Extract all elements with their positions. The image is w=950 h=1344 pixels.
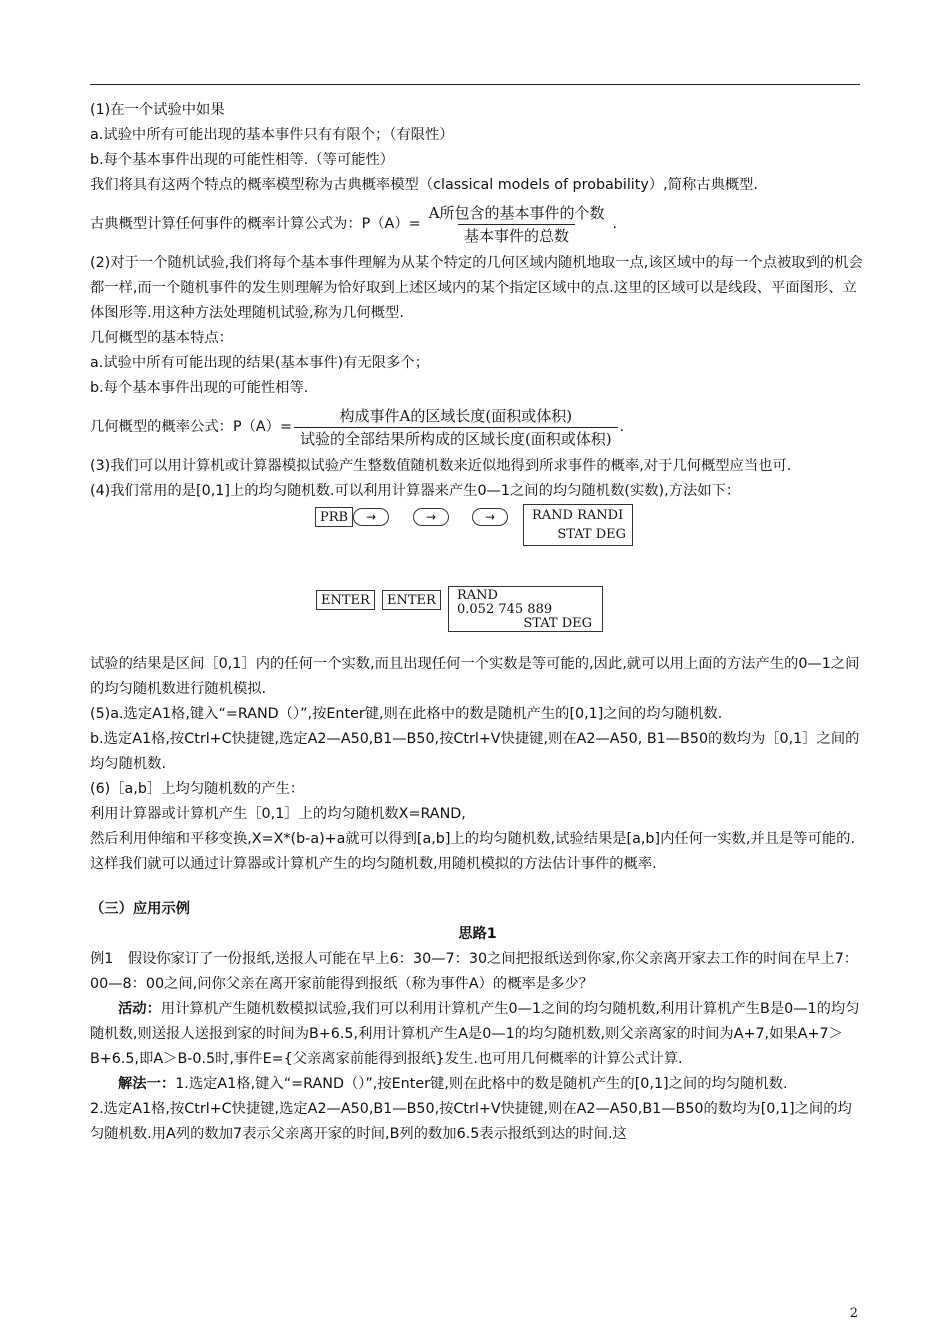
arrow-right-icon: →	[413, 508, 449, 526]
s4-text: (4)我们常用的是[0,1]上的均匀随机数.可以利用计算器来产生0—1之间的均匀随机数(实数),方法如下：	[90, 483, 741, 499]
prb-key: PRB	[315, 507, 353, 527]
enter-key: ENTER	[316, 590, 375, 610]
applications-heading: （三）应用示例	[90, 901, 191, 917]
s6-line2: 然后利用伸缩和平移变换,X=X*(b-a)+a就可以得到[a,b]上的均匀随机数,试验结果是[a,b]内任何一实数,并且是等可能的.	[90, 831, 856, 847]
fraction	[423, 202, 611, 247]
s2-point-b: b.每个基本事件出现的可能性相等.	[90, 380, 309, 396]
example-1: 例1 假设你家订了一份报纸,送报人可能在早上6：30—7：30之间把报纸送到你家,你父亲离开家去工作的时间在早上7：00—8：00之间,问你父亲在离开家前能得到报纸（称为事件A）的概率是多少？	[90, 951, 859, 992]
activity-paragraph	[90, 997, 865, 1072]
s1-definition: 我们将具有这两个特点的概率模型称为古典概率模型（classical models of probability）,简称古典概型.	[90, 177, 759, 193]
screen-line: RAND	[457, 588, 498, 603]
s1-intro: (1)在一个试验中如果	[90, 102, 225, 118]
solution-step-2: 2.选定A1格,按Ctrl+C快捷键,选定A2—A50,B1—B50,按Ctrl+V快捷键,则在A2—A50,B1—B50的数均为[0,1]之间的均匀随机数.用A列的数加7表示父亲离开家的时间,B列的数加6.5表示报纸到达的时间.这	[90, 1101, 852, 1142]
s6-line3: 这样我们就可以通过计算器或计算机产生的均匀随机数,用随机模拟的方法估计事件的概率.	[90, 856, 657, 872]
screen-line: 0.052 745 889	[457, 602, 553, 617]
screen-line: STAT DEG	[523, 616, 592, 631]
fraction-numerator: 构成事件A的区域长度(面积或体积)	[339, 407, 573, 425]
header-rule	[90, 84, 860, 85]
s1-point-b: b.每个基本事件出现的可能性相等.（等可能性）	[90, 152, 395, 168]
s2-point-a: a.试验中所有可能出现的结果(基本事件)有无限多个；	[90, 355, 429, 371]
formula-prefix: 古典概型计算任何事件的概率计算公式为：P（A）=	[90, 216, 421, 232]
screen-line: STAT DEG	[557, 527, 626, 542]
page-number: 2	[849, 1306, 858, 1321]
enter-key: ENTER	[382, 590, 441, 610]
s6-title: (6)［a,b］上均匀随机数的产生：	[90, 781, 305, 797]
arrow-right-icon: →	[472, 508, 508, 526]
fraction-denominator: 基本事件的总数	[458, 224, 575, 247]
s4-after: 试验的结果是区间［0,1］内的任何一个实数,而且出现任何一个实数是等可能的,因此,就可以用上面的方法产生的0—1之间的均匀随机数进行随机模拟.	[90, 656, 860, 697]
solution-paragraph	[90, 1072, 865, 1097]
s6-line1: 利用计算器或计算机产生［0,1］上的均匀随机数X=RAND,	[90, 806, 466, 822]
formula-suffix: .	[612, 216, 618, 232]
solution-step-1: 1.选定A1格,键入“=RAND（）”,按Enter键,则在此格中的数是随机产生的[0,1]之间的均匀随机数.	[175, 1076, 788, 1092]
calculator-screen-1	[523, 504, 633, 546]
formula-suffix: .	[619, 419, 625, 435]
s5-b: b.选定A1格,按Ctrl+C快捷键,选定A2—A50,B1—B50,按Ctrl+V快捷键,则在A2—A50, B1—B50的数均为［0,1］之间的均匀随机数.	[90, 731, 860, 772]
s2-text: (2)对于一个随机试验,我们将每个基本事件理解为从某个特定的几何区域内随机地取一点,该区域中的每一个点被取到的机会都一样,而一个随机事件的发生则理解为恰好取到上述区域内的某个指定区域中的点.这里的区域可以是线段、平面图形、立体图形等.用这种方法处理随机试验,称为几何概型.	[90, 255, 863, 321]
fraction-denominator: 试验的全部结果所构成的区域长度(面积或体积)	[294, 427, 618, 450]
solution-label: 解法一：	[118, 1076, 176, 1092]
approach-heading: 思路1	[458, 926, 497, 942]
page-body	[90, 98, 865, 1147]
calculator-diagram	[90, 504, 865, 652]
s1-point-a: a.试验中所有可能出现的基本事件只有有限个；（有限性）	[90, 127, 454, 143]
s2-features-title: 几何概型的基本特点：	[90, 330, 233, 346]
activity-label: 活动：	[118, 1001, 161, 1017]
classical-formula	[90, 202, 865, 247]
s3-text: (3)我们可以用计算机或计算器模拟试验产生整数值随机数来近似地得到所求事件的概率,对于几何概型应当也可.	[90, 458, 792, 474]
fraction	[294, 405, 618, 450]
formula-prefix: 几何概型的概率公式：P（A）=	[90, 419, 292, 435]
calculator-screen-2	[448, 586, 603, 632]
arrow-right-icon: →	[353, 508, 389, 526]
activity-text: 用计算机产生随机数模拟试验,我们可以利用计算机产生0—1之间的均匀随机数,利用计算机产生B是0—1的均匀随机数,则送报人送报到家的时间为B+6.5,利用计算机产生A是0—1的均匀随机数,则父亲离家的时间为A+7,如果A+7＞B+6.5,即A＞B-0.5时,事件E={父亲离家前能得到报纸}发生.也可用几何概率的计算公式计算.	[90, 1001, 860, 1067]
screen-line: RAND RANDI	[532, 508, 624, 523]
geometric-formula	[90, 405, 865, 450]
s5-a: (5)a.选定A1格,键入“=RAND（）”,按Enter键,则在此格中的数是随机产生的[0,1]之间的均匀随机数.	[90, 706, 723, 722]
fraction-numerator: A所包含的基本事件的个数	[428, 204, 605, 222]
